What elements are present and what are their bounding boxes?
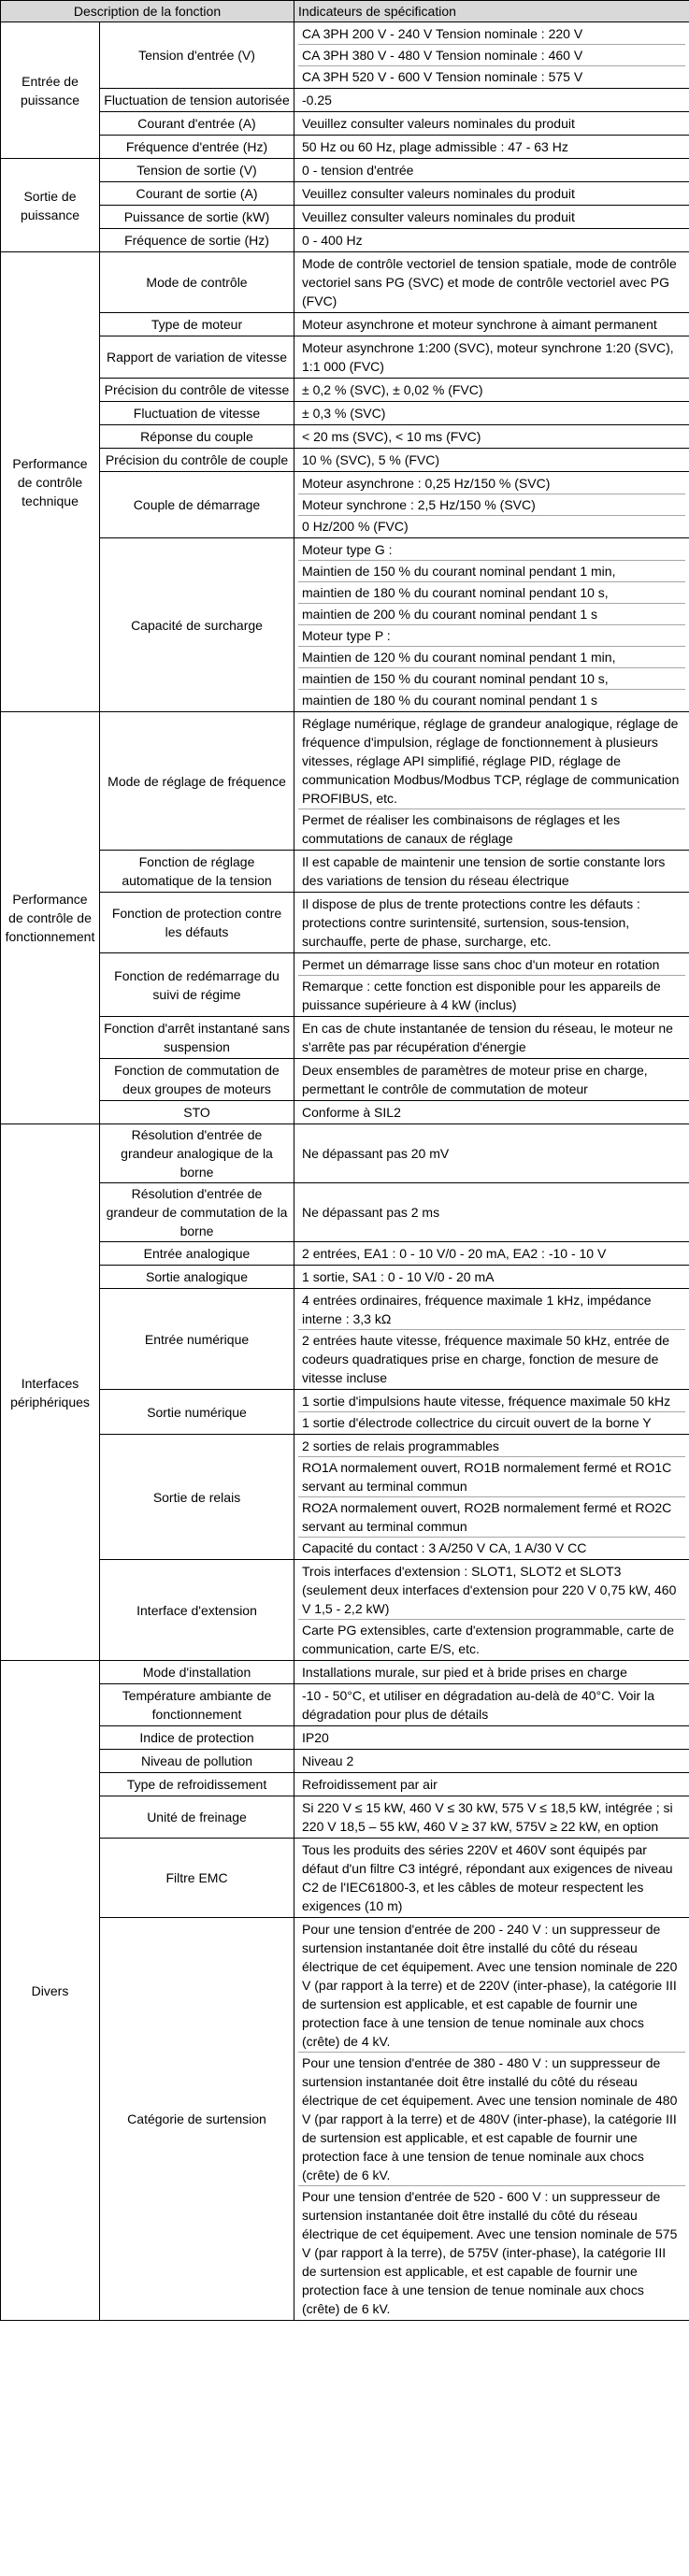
function-cell: Fonction de protection contre les défauts [100,893,294,953]
function-cell: Couple de démarrage [100,472,294,538]
function-cell: Catégorie de surtension [100,1918,294,2321]
spec-cell [294,1773,689,1796]
spec-line: Trois interfaces d'extension : SLOT1, SLOT2 et SLOT3 (seulement deux interfaces d'extension pour 220 V 0,75 kW, 460 V 1,5 - 2,2 kW) [302,1564,677,1616]
spec-line: Deux ensembles de paramètres de moteur prise en charge, permettant le contrôle de commutation de moteur [302,1063,648,1096]
spec-line: Carte PG extensibles, carte d'extension programmable, carte de communication, carte E/S, etc. [298,1619,685,1659]
category-cell: Interfaces périphériques [1,1124,100,1661]
spec-line: Veuillez consulter valeurs nominales du produit [302,209,575,224]
spec-cell [294,1661,689,1684]
table-row [1,379,689,402]
function-cell: Tension de sortie (V) [100,159,294,182]
spec-cell [294,1560,689,1661]
function-cell: Fonction de redémarrage du suivi de régime [100,953,294,1017]
table-row [1,538,689,712]
spec-line: IP20 [302,1730,329,1745]
spec-line: 1 sortie d'impulsions haute vitesse, fréquence maximale 50 kHz [302,1394,671,1409]
spec-cell [294,1242,689,1266]
header-row [1,1,689,22]
function-cell: Filtre EMC [100,1839,294,1918]
function-cell: Type de moteur [100,313,294,336]
header-function: Description de la fonction [1,1,294,22]
table-row [1,1289,689,1390]
function-cell: Résolution d'entrée de grandeur analogique de la borne [100,1124,294,1183]
table-row [1,893,689,953]
spec-line: ± 0,3 % (SVC) [302,406,386,421]
spec-line: Ne dépassant pas 2 ms [302,1205,440,1220]
table-row [1,22,689,89]
spec-line: Permet un démarrage lisse sans choc d'un moteur en rotation [302,957,660,972]
spec-cell [294,1183,689,1242]
spec-line: 0 - 400 Hz [302,233,363,248]
spec-line: maintien de 180 % du courant nominal pendant 1 s [298,689,685,710]
spec-line: Permet de réaliser les combinaisons de réglages et les commutations de canaux de réglage [298,809,685,849]
table-row [1,1101,689,1124]
spec-cell [294,449,689,472]
function-cell: Mode de réglage de fréquence [100,712,294,851]
table-row [1,1017,689,1059]
spec-line: Moteur type G : [302,542,393,557]
table-row [1,1183,689,1242]
function-cell: Type de refroidissement [100,1773,294,1796]
spec-line: Moteur asynchrone 1:200 (SVC), moteur synchrone 1:20 (SVC), 1:1 000 (FVC) [302,340,674,374]
spec-line: Refroidissement par air [302,1777,438,1792]
spec-line: maintien de 180 % du courant nominal pendant 10 s, [298,581,685,603]
function-cell: STO [100,1101,294,1124]
spec-line: 1 sortie, SA1 : 0 - 10 V/0 - 20 mA [302,1269,495,1284]
function-cell: Fonction de réglage automatique de la tension [100,851,294,893]
spec-cell [294,136,689,159]
function-cell: Fluctuation de vitesse [100,402,294,425]
spec-line: maintien de 150 % du courant nominal pendant 10 s, [298,667,685,689]
header-spec: Indicateurs de spécification [294,1,689,22]
spec-cell [294,1017,689,1059]
spec-line: Moteur asynchrone : 0,25 Hz/150 % (SVC) [302,476,551,491]
spec-cell [294,112,689,136]
spec-line: 10 % (SVC), 5 % (FVC) [302,452,440,467]
category-cell: Sortie de puissance [1,159,100,252]
spec-line: Installations murale, sur pied et à bride prises en charge [302,1665,627,1680]
table-row [1,712,689,851]
spec-cell [294,851,689,893]
spec-line: Si 220 V ≤ 15 kW, 460 V ≤ 30 kW, 575 V ≤ 18,5 kW, intégrée ; si 220 V 18,5 – 55 kW, 460 V ≥ 37 kW, 575V ≥ 22 kW, en option [302,1800,673,1834]
function-cell: Courant de sortie (A) [100,182,294,206]
spec-line: Tous les produits des séries 220V et 460V sont équipés par défaut d'un filtre C3 intégré, répondant aux exigences de niveau C2 de l'IEC61800-3, et les câbles de moteur respectent les exigences (10 m) [302,1842,673,1913]
spec-cell [294,893,689,953]
table-row [1,402,689,425]
spec-cell [294,538,689,712]
spec-line: RO2A normalement ouvert, RO2B normalement fermé et RO2C servant au terminal commun [298,1496,685,1537]
table-body [1,22,689,2321]
spec-cell [294,252,689,313]
table-row [1,472,689,538]
spec-cell [294,336,689,379]
table-row [1,112,689,136]
table-row [1,425,689,449]
function-cell: Entrée numérique [100,1289,294,1390]
table-row [1,1266,689,1289]
function-cell: Résolution d'entrée de grandeur de commutation de la borne [100,1183,294,1242]
spec-cell [294,402,689,425]
spec-line: CA 3PH 380 V - 480 V Tension nominale : 460 V [298,44,685,65]
table-row [1,89,689,112]
spec-cell [294,953,689,1017]
spec-cell [294,1918,689,2321]
table-row [1,1684,689,1726]
spec-line: 1 sortie d'électrode collectrice du circuit ouvert de la borne Y [298,1411,685,1433]
category-cell: Performance de contrôle de fonctionnement [1,712,100,1124]
spec-cell [294,1266,689,1289]
spec-line: Pour une tension d'entrée de 380 - 480 V : un suppresseur de surtension instantanée doit être installé du côté du réseau électrique de cet équipement. Avec une tension nominale de 480 V (par rapport à la terre) et de 480V (inter-phase), la catégorie III de surtension est applicable, et est capable de fournir une protection face à une tension de tenue nominale aux chocs (crête) de 6 kV. [298,2052,685,2185]
table-row [1,1059,689,1101]
spec-cell [294,1124,689,1183]
spec-cell [294,1289,689,1390]
spec-line: Veuillez consulter valeurs nominales du produit [302,116,575,131]
function-cell: Fonction de commutation de deux groupes de moteurs [100,1059,294,1101]
function-cell: Puissance de sortie (kW) [100,206,294,229]
spec-line: Moteur asynchrone et moteur synchrone à aimant permanent [302,317,657,332]
spec-line: 0 Hz/200 % (FVC) [298,515,685,537]
category-cell: Performance de contrôle technique [1,252,100,712]
spec-line: < 20 ms (SVC), < 10 ms (FVC) [302,429,481,444]
table-row [1,1726,689,1750]
spec-line: Réglage numérique, réglage de grandeur analogique, réglage de fréquence d'impulsion, réglage de fonctionnement à plusieurs vitesses, réglage API simplifié, réglage PID, réglage de communication Modbus/Modbus TCP, réglage de communication PROFIBUS, etc. [302,716,680,806]
table-row [1,252,689,313]
table-row [1,1560,689,1661]
category-cell: Divers [1,1661,100,2321]
function-cell: Précision du contrôle de couple [100,449,294,472]
spec-cell [294,206,689,229]
spec-cell [294,1059,689,1101]
spec-line: CA 3PH 520 V - 600 V Tension nominale : 575 V [298,65,685,87]
spec-line: -10 - 50°C, et utiliser en dégradation au-delà de 40°C. Voir la dégradation pour plus de détails [302,1688,654,1722]
spec-line: Capacité du contact : 3 A/250 V CA, 1 A/30 V CC [298,1537,685,1558]
table-row [1,1773,689,1796]
spec-cell [294,472,689,538]
spec-line: Pour une tension d'entrée de 200 - 240 V : un suppresseur de surtension instantanée doit être installé du côté du réseau électrique de cet équipement. Avec une tension nominale de 220 V (par rapport à la terre) et de 220V (inter-phase), la catégorie III de surtension est applicable, et est capable de fournir une protection face à une tension de tenue nominale aux chocs (crête) de 4 kV. [302,1922,678,2049]
table-row [1,136,689,159]
function-cell: Interface d'extension [100,1560,294,1661]
spec-cell [294,1839,689,1918]
spec-line: Moteur synchrone : 2,5 Hz/150 % (SVC) [298,494,685,515]
spec-line: -0.25 [302,93,332,107]
table-row [1,1124,689,1183]
spec-line: Il est capable de maintenir une tension de sortie constante lors des variations de tension du réseau électrique [302,854,666,888]
spec-cell [294,712,689,851]
spec-line: Niveau 2 [302,1753,354,1768]
spec-line: Maintien de 150 % du courant nominal pendant 1 min, [298,560,685,581]
table-row [1,851,689,893]
spec-line: RO1A normalement ouvert, RO1B normalement fermé et RO1C servant au terminal commun [298,1456,685,1496]
spec-line: 4 entrées ordinaires, fréquence maximale 1 kHz, impédance interne : 3,3 kΩ [302,1293,652,1326]
function-cell: Niveau de pollution [100,1750,294,1773]
function-cell: Fonction d'arrêt instantané sans suspension [100,1017,294,1059]
table-row [1,1918,689,2321]
function-cell: Fréquence d'entrée (Hz) [100,136,294,159]
spec-line: Maintien de 120 % du courant nominal pendant 1 min, [298,646,685,667]
table-row [1,1839,689,1918]
table-row [1,953,689,1017]
function-cell: Température ambiante de fonctionnement [100,1684,294,1726]
spec-line: 2 sorties de relais programmables [302,1438,499,1453]
table-row [1,1661,689,1684]
function-cell: Courant d'entrée (A) [100,112,294,136]
table-row [1,229,689,252]
table-row [1,1796,689,1839]
spec-line: CA 3PH 200 V - 240 V Tension nominale : 220 V [302,26,583,41]
spec-cell [294,159,689,182]
function-cell: Mode de contrôle [100,252,294,313]
spec-line: 2 entrées haute vitesse, fréquence maximale 50 kHz, entrée de codeurs quadratiques prise en charge, fonction de mesure de vitesse incluse [298,1329,685,1388]
function-cell: Tension d'entrée (V) [100,22,294,89]
category-cell: Entrée de puissance [1,22,100,159]
spec-cell [294,229,689,252]
table-row [1,206,689,229]
function-cell: Indice de protection [100,1726,294,1750]
function-cell: Réponse du couple [100,425,294,449]
spec-line: Moteur type P : [298,624,685,646]
spec-line: Conforme à SIL2 [302,1105,401,1120]
spec-cell [294,425,689,449]
table-row [1,1390,689,1435]
table-header [1,1,689,22]
spec-cell [294,1684,689,1726]
spec-cell [294,182,689,206]
table-row [1,1750,689,1773]
function-cell: Mode d'installation [100,1661,294,1684]
spec-line: ± 0,2 % (SVC), ± 0,02 % (FVC) [302,382,483,397]
table-row [1,449,689,472]
spec-line: Pour une tension d'entrée de 520 - 600 V : un suppresseur de surtension instantanée doit être installé du côté du réseau électrique de cet équipement. Avec une tension nominale de 575 V (par rapport à la terre), de 575V (inter-phase), la catégorie III de surtension est applicable, et est capable de fournir une protection face à une tension de tenue nominale aux chocs (crête) de 6 kV. [298,2185,685,2319]
table-row [1,313,689,336]
spec-line: maintien de 200 % du courant nominal pendant 1 s [298,603,685,624]
spec-line: En cas de chute instantanée de tension du réseau, le moteur ne s'arrête pas par récupération d'énergie [302,1021,673,1054]
spec-line: 50 Hz ou 60 Hz, plage admissible : 47 - 63 Hz [302,139,568,154]
function-cell: Entrée analogique [100,1242,294,1266]
table-row [1,1435,689,1560]
spec-cell [294,1435,689,1560]
spec-cell [294,89,689,112]
table-row [1,182,689,206]
spec-cell [294,313,689,336]
spec-cell [294,22,689,89]
table-row [1,336,689,379]
function-cell: Sortie analogique [100,1266,294,1289]
table-row [1,1242,689,1266]
function-cell: Fréquence de sortie (Hz) [100,229,294,252]
spec-line: Mode de contrôle vectoriel de tension spatiale, mode de contrôle vectoriel sans PG (SVC) et mode de contrôle vectoriel avec PG (FVC) [302,256,677,308]
function-cell: Unité de freinage [100,1796,294,1839]
table-row [1,159,689,182]
function-cell: Précision du contrôle de vitesse [100,379,294,402]
spec-cell [294,1101,689,1124]
spec-cell [294,1796,689,1839]
function-cell: Sortie numérique [100,1390,294,1435]
spec-line: Remarque : cette fonction est disponible pour les appareils de puissance supérieure à 4 kW (inclus) [298,975,685,1015]
spec-cell [294,379,689,402]
function-cell: Rapport de variation de vitesse [100,336,294,379]
spec-line: Ne dépassant pas 20 mV [302,1146,450,1161]
function-cell: Sortie de relais [100,1435,294,1560]
spec-cell [294,1390,689,1435]
function-cell: Capacité de surcharge [100,538,294,712]
spec-line: Il dispose de plus de trente protections contre les défauts : protections contre surintensité, surtension, sous-tension, surchauffe, perte de phase, surcharge, etc. [302,896,640,949]
spec-line: Veuillez consulter valeurs nominales du produit [302,186,575,201]
function-cell: Fluctuation de tension autorisée [100,89,294,112]
spec-cell [294,1726,689,1750]
spec-cell [294,1750,689,1773]
spec-line: 0 - tension d'entrée [302,163,414,178]
spec-line: 2 entrées, EA1 : 0 - 10 V/0 - 20 mA, EA2 : -10 - 10 V [302,1246,607,1261]
